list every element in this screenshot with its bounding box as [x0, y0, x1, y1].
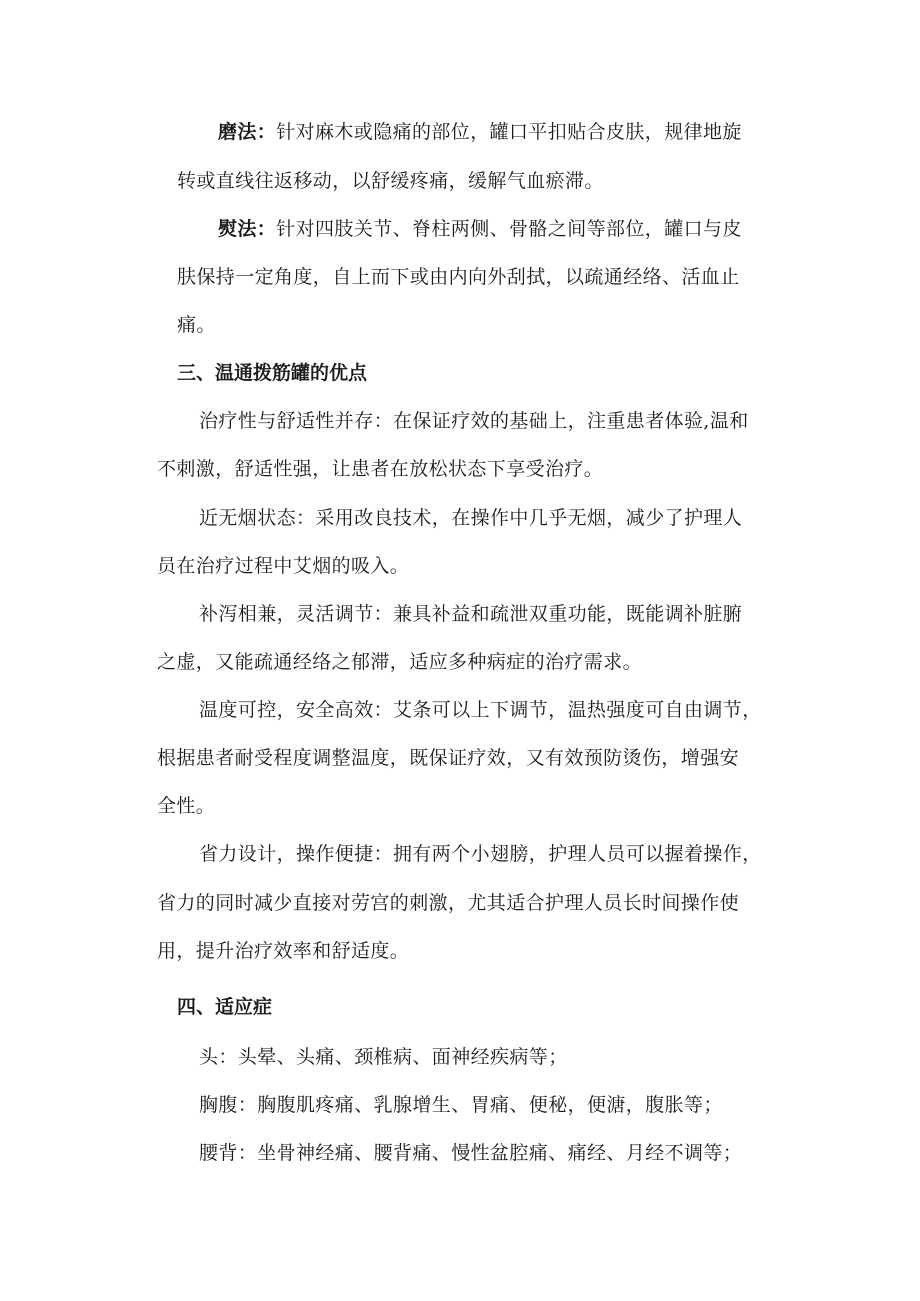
- indication-chest-abdomen: 胸腹：胸腹肌疼痛、乳腺增生、胃痛、便秘，便溏，腹胀等；: [199, 1094, 723, 1116]
- advantage-1-line-1: 治疗性与舒适性并存：在保证疗效的基础上，注重患者体验,温和: [199, 410, 749, 432]
- advantage-4-line-3: 全性。: [157, 795, 216, 817]
- advantage-2-line-1: 近无烟状态：采用改良技术，在操作中几乎无烟，减少了护理人: [199, 507, 743, 529]
- yun-method-line-1: [218, 214, 742, 244]
- advantage-1-line-2: 不刺激，舒适性强，让患者在放松状态下享受治疗。: [157, 458, 604, 480]
- mo-method-line-1: [218, 117, 742, 147]
- indication-waist-back: 腰背：坐骨神经痛、腰背痛、慢性盆腔痛、痛经、月经不调等；: [199, 1142, 743, 1164]
- yun-method-line-3: 痛。: [177, 314, 216, 336]
- yun-method-line-2: 肤保持一定角度，自上而下或由内向外刮拭，以疏通经络、活血止: [177, 266, 740, 288]
- indications-heading: 四、适应症: [177, 996, 273, 1018]
- advantage-3-line-2: 之虚，又能疏通经络之郁滞，适应多种病症的治疗需求。: [157, 651, 643, 673]
- advantage-5-line-1: 省力设计，操作便捷：拥有两个小翅膀，护理人员可以握着操作，: [199, 843, 762, 865]
- advantage-3-line-1: 补泻相兼，灵活调节：兼具补益和疏泄双重功能，既能调补脏腑: [199, 603, 743, 625]
- advantage-5-line-2: 省力的同时减少直接对劳宫的刺激，尤其适合护理人员长时间操作使: [157, 892, 740, 914]
- mo-method-text-1: 针对麻木或隐痛的部位，罐口平扣贴合皮肤，规律地旋: [276, 121, 742, 143]
- advantage-4-line-2: 根据患者耐受程度调整温度，既保证疗效，又有效预防烫伤，增强安: [157, 747, 740, 769]
- indication-head: 头：头晕、头痛、颈椎病、面神经疾病等；: [199, 1046, 568, 1068]
- mo-method-line-2: 转或直线往返移动，以舒缓疼痛，缓解气血瘀滞。: [177, 170, 604, 192]
- advantage-2-line-2: 员在治疗过程中艾烟的吸入。: [157, 555, 410, 577]
- yun-method-text-1: 针对四肢关节、脊柱两侧、骨骼之间等部位，罐口与皮: [276, 218, 742, 240]
- advantage-5-line-3: 用，提升治疗效率和舒适度。: [157, 940, 410, 962]
- advantages-heading: 三、温通拨筋罐的优点: [177, 362, 368, 384]
- advantage-4-line-1: 温度可控，安全高效：艾条可以上下调节，温热强度可自由调节，: [199, 699, 762, 721]
- yun-method-label: 熨法：: [218, 218, 277, 240]
- mo-method-label: 磨法：: [218, 121, 277, 143]
